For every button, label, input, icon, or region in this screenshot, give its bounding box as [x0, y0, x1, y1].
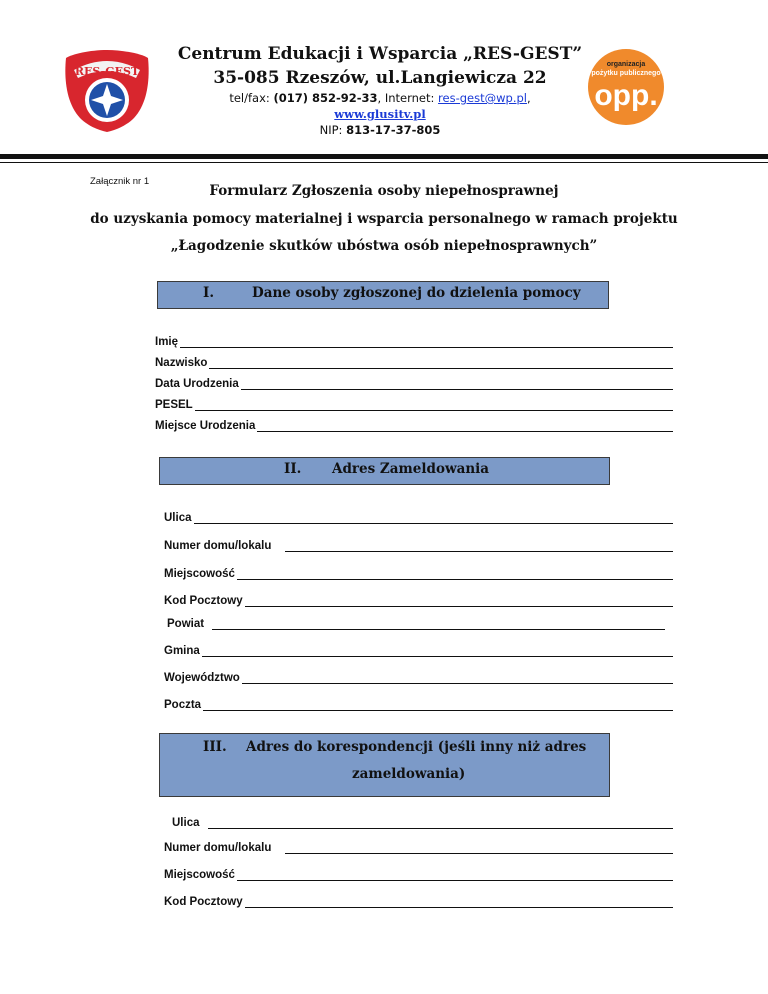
field-wojewodztwo[interactable] [164, 668, 673, 684]
field-label: Województwo [164, 672, 240, 684]
res-gest-shield-logo-icon [62, 48, 152, 132]
field-koresp-numer-domu[interactable] [164, 838, 673, 854]
header-divider-thin [0, 162, 768, 163]
logo-right-big: opp. [594, 79, 658, 112]
field-label: Nazwisko [155, 357, 208, 369]
contact-line [160, 90, 600, 106]
opp-logo-icon [578, 47, 670, 127]
website-line [160, 106, 600, 122]
field-kod-pocztowy[interactable] [164, 591, 673, 607]
field-label: Data Urodzenia [155, 378, 239, 390]
field-pesel[interactable] [155, 395, 673, 411]
field-label: Kod Pocztowy [164, 595, 243, 607]
email-link[interactable]: res-gest@wp.pl [438, 91, 527, 105]
field-gmina[interactable] [164, 641, 673, 657]
field-miejsce-urodzenia[interactable] [155, 416, 673, 432]
section-2-number: II. [284, 461, 302, 477]
field-poczta[interactable] [164, 695, 673, 711]
field-imie[interactable] [155, 332, 673, 348]
tel-value: (017) 852-92-33 [273, 91, 378, 105]
field-koresp-ulica[interactable] [172, 813, 673, 829]
section-2-title: Adres Zameldowania [332, 461, 490, 477]
field-input-line[interactable] [180, 334, 673, 348]
field-label: Miejsce Urodzenia [155, 420, 256, 432]
form-title-line-1: Formularz Zgłoszenia osoby niepełnosprawnej [209, 183, 559, 199]
website-link[interactable]: www.glusitv.pl [334, 107, 426, 121]
section-3-title-line-1: Adres do korespondencji (jeśli inny niż adres [246, 739, 587, 755]
attachment-label: Załącznik nr 1 [90, 176, 150, 187]
field-input-line[interactable] [245, 894, 673, 908]
nip-value: 813-17-37-805 [346, 123, 441, 137]
org-address: 35-085 Rzeszów, ul.Langiewicza 22 [213, 68, 547, 88]
section-1-title: Dane osoby zgłoszonej do dzielenia pomocy [252, 285, 581, 301]
field-label: Miejscowość [164, 568, 235, 580]
field-label: Ulica [164, 512, 192, 524]
field-koresp-miejscowosc[interactable] [164, 865, 673, 881]
nip-label: NIP: [319, 123, 347, 137]
field-nazwisko[interactable] [155, 353, 673, 369]
logo-right-top: organizacja [606, 61, 646, 68]
header-divider-thick [0, 154, 768, 159]
field-label: Gmina [164, 645, 200, 657]
field-input-line[interactable] [285, 538, 673, 552]
field-label: Imię [155, 336, 179, 348]
field-ulica[interactable] [164, 508, 673, 524]
field-input-line[interactable] [242, 670, 673, 684]
field-label: Numer domu/lokalu [164, 842, 272, 854]
field-input-line[interactable] [237, 867, 673, 881]
org-name: Centrum Edukacji i Wsparcia „RES-GEST” [177, 44, 583, 64]
tel-label: tel/fax: [229, 91, 274, 105]
field-label: Poczta [164, 699, 202, 711]
field-input-line[interactable] [194, 510, 674, 524]
nip-line [160, 122, 600, 138]
internet-label: , Internet: [377, 91, 439, 105]
field-label: Kod Pocztowy [164, 896, 243, 908]
field-input-line[interactable] [285, 840, 673, 854]
email-suffix: , [526, 91, 531, 105]
form-title-line-3: „Łagodzenie skutków ubóstwa osób niepełnosprawnych” [170, 238, 598, 254]
field-input-line[interactable] [245, 593, 673, 607]
field-input-line[interactable] [202, 643, 673, 657]
form-title-line-2: do uzyskania pomocy materialnej i wsparcia personalnego w ramach projektu [90, 211, 678, 227]
section-3-number: III. [203, 739, 227, 755]
field-label: PESEL [155, 399, 193, 411]
section-1-number: I. [203, 285, 215, 301]
field-label: Ulica [172, 817, 200, 829]
field-label: Miejscowość [164, 869, 235, 881]
field-data-urodzenia[interactable] [155, 374, 673, 390]
letterhead [0, 0, 768, 160]
field-input-line[interactable] [212, 616, 665, 630]
field-miejscowosc[interactable] [164, 564, 673, 580]
letterhead-text [160, 42, 600, 138]
section-3-title-line-2: zameldowania) [352, 766, 466, 782]
field-input-line[interactable] [195, 397, 673, 411]
field-input-line[interactable] [209, 355, 673, 369]
field-label: Powiat [167, 618, 205, 630]
field-koresp-kod-pocztowy[interactable] [164, 892, 673, 908]
field-input-line[interactable] [257, 418, 673, 432]
field-numer-domu[interactable] [164, 536, 673, 552]
field-input-line[interactable] [237, 566, 673, 580]
logo-left-text: RES-GEST [74, 65, 140, 78]
field-input-line[interactable] [241, 376, 673, 390]
logo-right-mid: pożytku publicznego [591, 70, 661, 77]
field-label: Numer domu/lokalu [164, 540, 272, 552]
field-input-line[interactable] [203, 697, 673, 711]
field-powiat[interactable] [167, 614, 665, 630]
field-input-line[interactable] [208, 815, 674, 829]
